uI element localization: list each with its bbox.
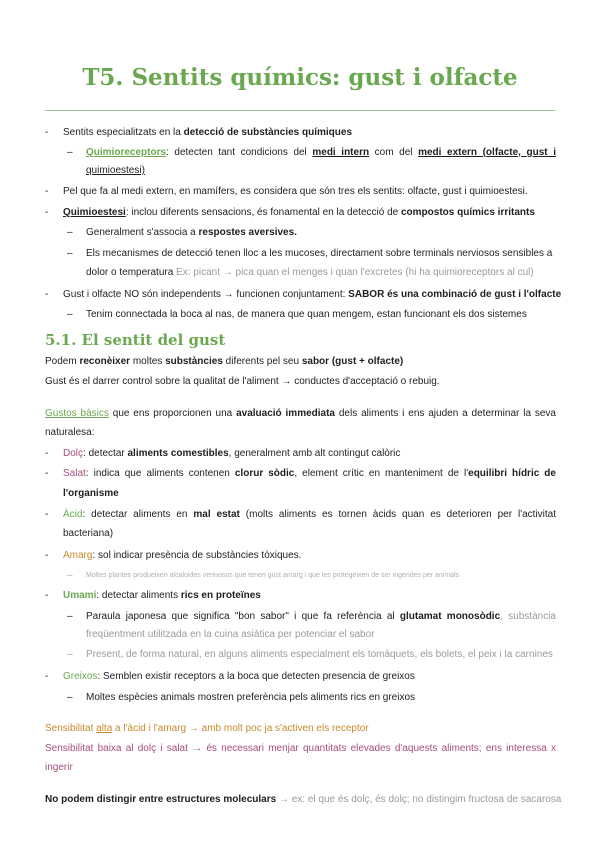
list-item: Quimioreceptors: detecten tant condicions del medi intern com del medi extern (olfacte, gust i xyxy=(86,147,556,158)
list-item: Tenim connectada la boca al nas, de manera que quan mengem, estan funcionant els dos sistemes xyxy=(86,309,527,320)
list-item-continuation: quimioestesi) xyxy=(86,165,145,176)
list-item-continuation: freqüentment utilitzada en la cuina asiàtica per potenciar el sabor xyxy=(86,629,375,640)
taste-acid-continuation: bacteriana) xyxy=(63,528,114,539)
bullet-dash: - xyxy=(45,207,49,218)
bullet-dash: – xyxy=(67,227,73,238)
taste-umami: Umami: detectar aliments rics en proteïnes xyxy=(63,590,261,601)
bullet-dash: – xyxy=(67,309,73,320)
list-item: Quimioestesi: inclou diferents sensacions, és fonamental en la detecció de compostos químics irritants xyxy=(63,207,535,218)
bullet-dash: - xyxy=(45,590,49,601)
bullet-dash: - xyxy=(45,550,49,561)
list-item: Gust i olfacte NO són independents → funcionen conjuntament: SABOR és una combinació de gust i l'olfacte xyxy=(63,289,562,300)
list-item: Moltes plantes produeixen alcaloides verinosos que tenen gust amarg i que les protegeixen de ser ingerides per animals xyxy=(86,572,460,579)
paragraph-continuation: naturalesa: xyxy=(45,427,95,438)
taste-dolc: Dolç: detectar aliments comestibles, generalment amb alt contingut calòric xyxy=(63,448,401,459)
bullet-dash: - xyxy=(45,671,49,682)
bullet-dash: - xyxy=(45,186,49,197)
taste-amarg: Amarg: sol indicar presència de substàncies tòxiques. xyxy=(63,550,302,561)
paragraph: Gustos bàsics que ens proporcionen una avaluació immediata dels aliments i ens ajuden a determinar la seva xyxy=(45,408,556,419)
section-heading: 5.1. El sentit del gust xyxy=(45,331,226,349)
bullet-dash: – xyxy=(67,248,73,259)
list-item: Moltes espècies animals mostren preferència pels aliments rics en greixos xyxy=(86,692,416,703)
bullet-dash: – xyxy=(67,649,73,660)
list-item: Paraula japonesa que significa "bon sabor" i que fa referència al glutamat monosòdic, substància xyxy=(86,611,556,622)
sensitivity-high: Sensibilitat alta a l'àcid i l'amarg → amb molt poc ja s'activen els receptor xyxy=(45,723,369,734)
taste-acid: Àcid: detectar aliments en mal estat (molts aliments es tornen àcids quan es deterioren per l'activitat xyxy=(63,509,557,520)
bullet-dash: - xyxy=(45,127,49,138)
list-item: Present, de forma natural, en alguns aliments especialment els tomàquets, els bolets, el peix i la carnines xyxy=(86,649,553,660)
list-item: Els mecanismes de detecció tenen lloc a les mucoses, directament sobre terminals nerviosos sensibles a xyxy=(86,248,553,259)
paragraph: No podem distingir entre estructures moleculars → ex: el que és dolç, és dolç; no distingim fructosa de sacarosa xyxy=(45,794,562,805)
sensitivity-low: Sensibilitat baixa al dolç i salat → és necessari menjar quantitats elevades d'aquests aliments; ens interessa x xyxy=(45,743,556,754)
taste-salat: Salat: indica que aliments contenen clorur sòdic, element crític en manteniment de l'equilibri hídric de xyxy=(63,468,556,479)
taste-greixos: Greixos: Semblen existir receptors a la boca que detecten presencia de greixos xyxy=(63,671,415,682)
bullet-dash: – xyxy=(67,611,73,622)
paragraph: Podem reconèixer moltes substàncies diferents pel seu sabor (gust + olfacte) xyxy=(45,356,404,367)
bullet-dash: - xyxy=(45,468,49,479)
list-item-continuation: dolor o temperatura Ex: picant → pica quan el menges i quan l'excretes (hi ha quimioreceptors al cul) xyxy=(86,267,534,278)
bullet-dash: – xyxy=(67,692,73,703)
list-item: Generalment s'associa a respostes aversives. xyxy=(86,227,297,238)
bullet-dash: - xyxy=(45,289,49,300)
page-title: T5. Sentits químics: gust i olfacte xyxy=(82,64,518,91)
taste-salat-continuation: l'organisme xyxy=(63,488,119,499)
bullet-dash: - xyxy=(45,448,49,459)
bullet-dash: – xyxy=(67,147,73,158)
list-item: Sentits especialitzats en la detecció de substàncies químiques xyxy=(63,127,353,138)
paragraph: Gust és el darrer control sobre la qualitat de l'aliment → conductes d'acceptació o rebuig. xyxy=(45,376,440,387)
sensitivity-low-continuation: ingerir xyxy=(45,762,73,773)
bullet-dash: - xyxy=(45,509,49,520)
title-divider xyxy=(45,110,555,111)
list-item: Pel que fa al medi extern, en mamífers, es considera que són tres els sentits: olfacte, gust i quimioestesi. xyxy=(63,186,528,197)
bullet-dash: – xyxy=(67,570,73,581)
